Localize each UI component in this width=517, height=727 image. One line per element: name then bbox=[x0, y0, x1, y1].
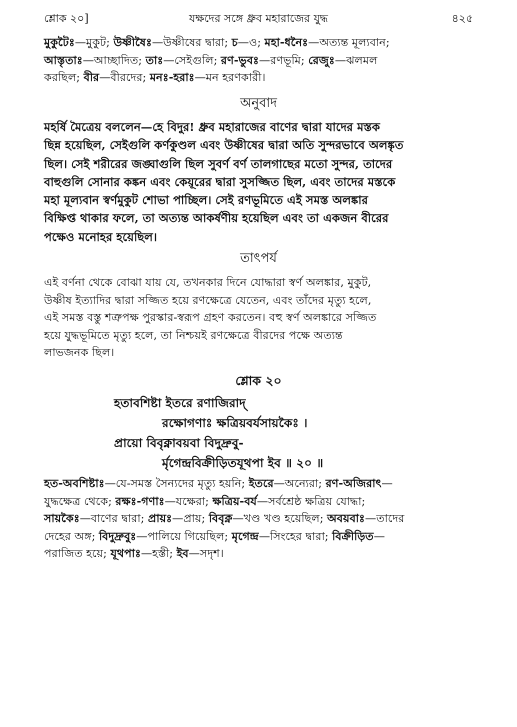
synonym-line bbox=[44, 69, 473, 87]
synonym-term: রণ-অজিরাৎ bbox=[325, 476, 382, 490]
synonym-term: বীর bbox=[83, 70, 100, 84]
synonym-term: যূথপাঃ bbox=[110, 546, 141, 560]
synonym-meaning: —যে-সমস্ত সৈন্যদের মৃত্যু হয়নি; bbox=[104, 477, 249, 490]
verse-reference: শ্লোক ২০] bbox=[44, 12, 89, 25]
synonym-meaning: যুদ্ধক্ষেত্র থেকে; bbox=[44, 494, 116, 508]
text-line: বাহুগুলি সোনার কঙ্কন এবং কেয়ূরের দ্বারা সুসজ্জিত ছিল, এবং তাদের মস্তকে bbox=[44, 174, 396, 189]
verse-text bbox=[44, 393, 473, 473]
synonym-term: ইতরে bbox=[248, 476, 274, 490]
text-line: ছিল। সেই শরীরের জঙ্ঘাগুলি ছিল সুবর্ণ বর্ণ তালগাছের মতো সুন্দর, তাদের bbox=[44, 156, 393, 171]
synonym-meaning: — bbox=[381, 477, 393, 490]
synonym-meaning: —খণ্ড খণ্ড হয়েছিল; bbox=[232, 512, 328, 525]
page-number: ৪২৫ bbox=[451, 12, 473, 25]
verse-line: রক্ষোগণাঃ ক্ষত্রিয়বর্যসায়কৈঃ । bbox=[162, 416, 308, 430]
synonym-meaning: —বীরদের; bbox=[99, 71, 150, 84]
synonym-meaning: —সদৃশ। bbox=[188, 547, 224, 560]
synonym-line bbox=[44, 528, 473, 546]
synonyms-top bbox=[44, 34, 473, 87]
text-line: এই সমস্ত বস্তু শত্রুপক্ষ পুরস্কার-স্বরূপ গ্রহণ করতেন। বহু স্বর্ণ অলঙ্কারে সজ্জিত bbox=[44, 311, 377, 325]
text-line: লাভজনক ছিল। bbox=[44, 346, 115, 360]
synonym-line bbox=[44, 493, 473, 511]
synonym-meaning: দেহের অঙ্গ; bbox=[44, 529, 99, 543]
synonym-meaning: —পালিয়ে গিয়েছিল; bbox=[136, 529, 232, 543]
synonym-term: বিদুদ্রুবুঃ bbox=[98, 528, 137, 543]
translation-text bbox=[44, 118, 473, 246]
synonym-meaning: —অত্যন্ত মূল্যবান; bbox=[308, 36, 390, 49]
synonym-term: ইব bbox=[176, 546, 189, 560]
translation-heading: অনুবাদ bbox=[240, 96, 277, 111]
synonym-term: মৃগেন্দ্র bbox=[231, 528, 259, 543]
synonym-term: আস্তৃতাঃ bbox=[44, 52, 83, 67]
verse-heading: শ্লোক ২০ bbox=[235, 373, 282, 388]
synonym-meaning: —মুকুট; bbox=[74, 36, 114, 49]
verse-line: প্রায়ো বিবৃক্নাবয়বা বিদুদ্রুবু- bbox=[114, 436, 244, 450]
synonym-term: ক্ষত্রিয়-বর্য bbox=[212, 493, 257, 508]
text-line: এই বর্ণনা থেকে বোঝা যায় যে, তখনকার দিনে যোদ্ধারা স্বর্ণ অলঙ্কার, মুকুট, bbox=[44, 276, 372, 289]
verse-line: র্মৃগেন্দ্রবিক্রীড়িতযূথপা ইব ॥ ২০ ॥ bbox=[162, 456, 324, 470]
page-header bbox=[44, 10, 473, 28]
synonym-line bbox=[44, 475, 473, 493]
synonym-term: প্রায়ঃ bbox=[147, 511, 173, 525]
synonym-meaning: —উষ্ণীষের দ্বারা; bbox=[151, 36, 232, 49]
text-line: পক্ষেও মনোহর হয়েছিল। bbox=[44, 229, 158, 244]
synonym-meaning: —হস্তী; bbox=[140, 547, 177, 560]
synonym-meaning: —রণভূমি; bbox=[259, 53, 309, 67]
synonyms-bottom bbox=[44, 475, 473, 563]
text-line: মহর্ষি মৈত্রেয় বললেন—হে বিদুর! ধ্রুব মহারাজের বাণের দ্বারা যাদের মস্তক bbox=[44, 120, 380, 134]
synonym-term: উষ্ণীষৈঃ bbox=[113, 35, 152, 49]
synonym-meaning: —অন্যেরা; bbox=[273, 477, 326, 490]
synonym-meaning: —মন হরণকারী। bbox=[194, 71, 266, 84]
synonym-line bbox=[44, 510, 473, 528]
synonym-term: বিবৃক্ন bbox=[208, 511, 233, 525]
synonym-line bbox=[44, 545, 473, 563]
synonym-term: তাঃ bbox=[145, 52, 164, 67]
text-line: মহা মূল্যবান স্বর্ণমুকুট শোভা পাচ্ছিল। সেই রণভূমিতে এই সমস্ত অলঙ্কার bbox=[44, 193, 369, 208]
synonym-meaning: পরাজিত হয়ে; bbox=[44, 547, 111, 560]
synonym-term: চ bbox=[231, 35, 238, 49]
synonym-meaning: —তাদের bbox=[365, 512, 405, 525]
synonym-meaning: —আচ্ছাদিত; bbox=[82, 53, 146, 67]
synonym-term: মহা-ধনৈঃ bbox=[264, 35, 309, 49]
synonym-meaning: —যক্ষেরা; bbox=[164, 494, 213, 508]
synonym-term: রণ-ভুবঃ bbox=[220, 52, 260, 67]
synonym-meaning: — bbox=[373, 529, 385, 543]
synonym-meaning: —প্রায়; bbox=[172, 512, 209, 525]
purport-heading: তাৎপর্য bbox=[240, 251, 277, 266]
synonym-term: রেজুঃ bbox=[308, 52, 335, 67]
synonym-meaning: —সিংহের দ্বারা; bbox=[258, 529, 333, 543]
synonym-term: সায়কৈঃ bbox=[44, 511, 80, 525]
text-line: ছিন্ন হয়েছিল, সেইগুলি কর্ণকুণ্ডল এবং উষ্ণীষের দ্বারা অতি সুন্দরভাবে অলঙ্কৃত bbox=[44, 138, 404, 153]
synonym-term: হত-অবশিষ্টাঃ bbox=[44, 476, 105, 490]
synonym-meaning: —সর্বশ্রেষ্ঠ ক্ষত্রিয় যোদ্ধা; bbox=[256, 494, 366, 508]
synonym-meaning: —বাণের দ্বারা; bbox=[79, 512, 148, 525]
synonym-meaning: —সেইগুলি; bbox=[163, 53, 221, 67]
text-line: বিক্ষিপ্ত থাকার ফলে, তা অত্যন্ত আকর্ষণীয় হয়েছিল এবং তা একজন বীরের bbox=[44, 211, 389, 226]
synonym-term: মুকুটৈঃ bbox=[44, 35, 75, 49]
synonym-term: রক্ষঃ-গণাঃ bbox=[115, 493, 165, 508]
synonym-meaning: —ও; bbox=[237, 36, 265, 49]
purport-text bbox=[44, 274, 473, 362]
verse-line: হতাবশিষ্টা ইতরে রণাজিরাদ্ bbox=[114, 396, 246, 410]
synonym-term: মনঃ-হরাঃ bbox=[149, 70, 195, 84]
synonym-term: বিক্রীড়িত bbox=[332, 528, 374, 543]
synonym-meaning: করছিল; bbox=[44, 71, 84, 84]
text-line: উষ্ণীষ ইত্যাদির দ্বারা সজ্জিত হয়ে রণক্ষেত্রে যেতেন, এবং তাঁদের মৃত্যু হলে, bbox=[44, 293, 372, 307]
chapter-title: যক্ষদের সঙ্গে ধ্রুব মহারাজের যুদ্ধ bbox=[189, 12, 328, 25]
text-line: হয়ে যুদ্ধভূমিতে মৃত্যু হলে, তা নিশ্চয়ই রণক্ষেত্রে বীরদের পক্ষে অত্যন্ত bbox=[44, 328, 343, 342]
synonym-line bbox=[44, 34, 473, 52]
synonym-meaning: —ঝলমল bbox=[334, 53, 378, 67]
synonym-line bbox=[44, 52, 473, 70]
synonym-term: অবয়বাঃ bbox=[327, 511, 366, 525]
